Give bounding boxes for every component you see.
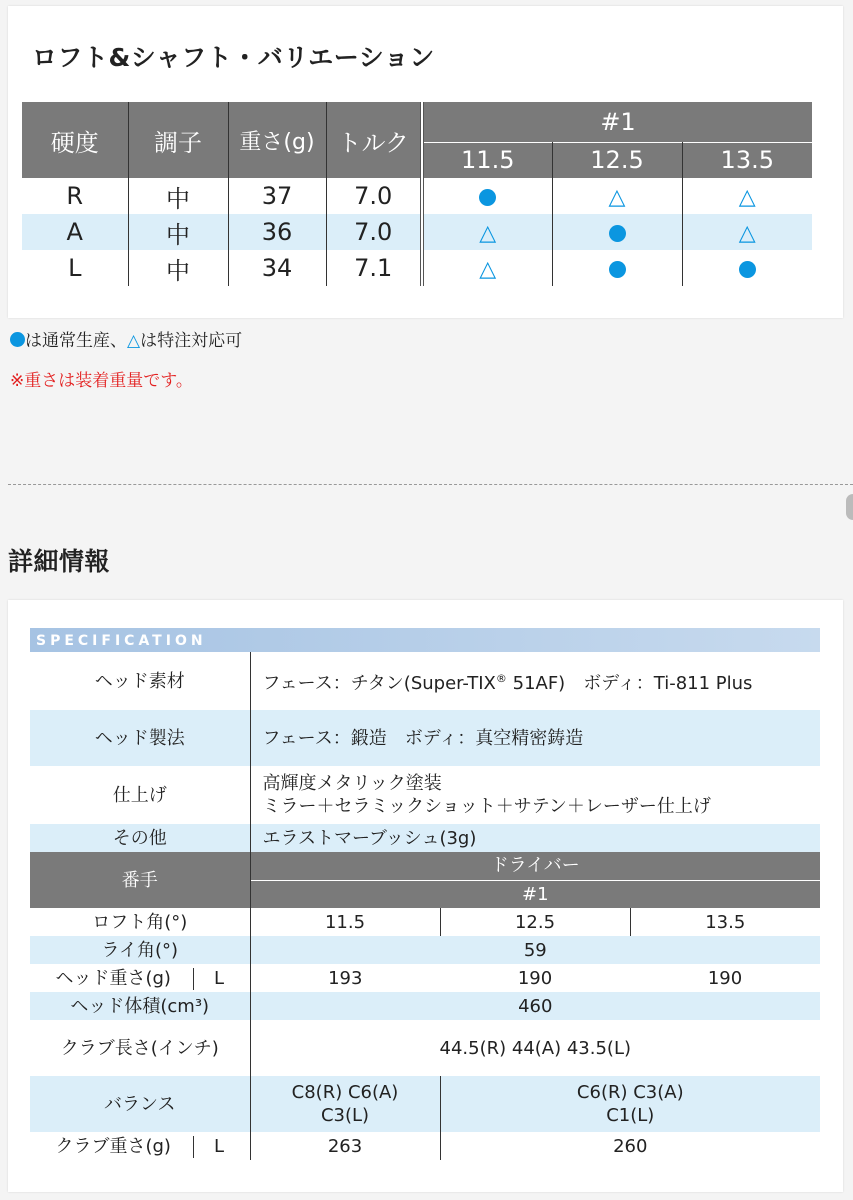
header-torque: トルク — [326, 102, 422, 178]
head-weight-label: ヘッド重さ(g) L — [30, 964, 250, 992]
row-weight: 34 — [228, 250, 326, 286]
loft-value: 12.5 — [440, 908, 630, 936]
lie-value: 59 — [250, 936, 820, 964]
spec-label: ロフト角(°) — [30, 908, 250, 936]
row-hardness: A — [22, 214, 128, 250]
row-torque: 7.0 — [326, 214, 422, 250]
head-weight-value: 190 — [707, 967, 743, 989]
row-torque: 7.1 — [354, 254, 393, 282]
table-row — [22, 214, 812, 250]
circle-icon — [609, 261, 626, 278]
availability-mark — [422, 250, 552, 286]
scroll-handle[interactable] — [846, 494, 853, 520]
header-weight: 重さ(g) — [228, 102, 326, 178]
club-weight-value: 263 — [250, 1132, 440, 1160]
loft-value: 11.5 — [250, 908, 440, 936]
availability-mark — [422, 178, 552, 214]
number-label: 番手 — [30, 852, 250, 908]
table-row — [22, 250, 812, 286]
header-loft-13-5: 13.5 — [682, 142, 812, 178]
length-value: 44.5(R) 44(A) 43.5(L) — [439, 1037, 632, 1059]
legend-note — [10, 326, 242, 351]
spec-label: 仕上げ — [30, 766, 250, 824]
availability-mark — [552, 250, 682, 286]
triangle-icon: △ — [608, 185, 626, 210]
loft-value: 13.5 — [705, 911, 746, 933]
availability-mark — [552, 178, 682, 214]
spec-table — [30, 652, 820, 1160]
section-divider — [8, 484, 853, 485]
triangle-icon: △ — [479, 257, 497, 282]
head-method-value: フェース：鍛造 ボディ：真空精密鋳造 — [250, 710, 820, 766]
club-weight-value: 260 — [613, 1135, 648, 1157]
circle-icon — [609, 225, 626, 242]
club-weight-label: クラブ重さ(g) L — [30, 1132, 250, 1160]
header-number: #1 — [422, 102, 812, 142]
circle-icon — [479, 189, 496, 206]
number-value: #1 — [250, 880, 820, 908]
triangle-icon: △ — [738, 185, 756, 210]
header-kick: 調子 — [128, 102, 228, 178]
availability-mark — [422, 214, 552, 250]
header-loft-12-5: 12.5 — [552, 142, 682, 178]
triangle-icon: △ — [479, 221, 497, 246]
spec-label: クラブ長さ(インチ) — [30, 1020, 250, 1076]
spec-label: ヘッド素材 — [30, 652, 250, 710]
loft-shaft-title: ロフト&シャフト・バリエーション — [32, 43, 435, 72]
availability-mark — [682, 178, 812, 214]
availability-mark — [552, 214, 682, 250]
driver-label: ドライバー — [250, 852, 820, 880]
head-weight-value: 193 — [328, 967, 363, 989]
table-row — [22, 178, 812, 214]
row-hardness: R — [22, 178, 128, 214]
spec-label: ヘッド製法 — [30, 710, 250, 766]
row-kick: 中 — [128, 250, 228, 286]
legend-dot-text: は通常生産、 — [25, 331, 127, 351]
volume-value: 460 — [250, 992, 820, 1020]
spec-label: ヘッド体積(cm³) — [30, 992, 250, 1020]
row-weight: 37 — [228, 178, 326, 214]
balance-value: C6(R) C3(A) C1(L) — [440, 1076, 820, 1132]
weight-note: ※重さは装着重量です。 — [10, 371, 193, 391]
head-weight-value: 190 — [517, 967, 553, 989]
finish-value: 高輝度メタリック塗装 ミラー＋セラミックショット＋サテン＋レーザー仕上げ — [262, 773, 711, 817]
triangle-icon: △ — [738, 221, 756, 246]
legend-tri-text: は特注対応可 — [140, 331, 243, 351]
head-material-value: フェース：チタン(Super-TIX® 51AF) ボディ：Ti-811 Plus — [262, 672, 753, 694]
circle-icon — [10, 332, 25, 347]
spec-label: その他 — [30, 824, 250, 852]
row-kick: 中 — [128, 214, 228, 250]
row-torque: 7.0 — [354, 182, 393, 210]
spec-header: SPECIFICATION — [30, 628, 820, 652]
row-weight: 36 — [228, 214, 326, 250]
row-kick: 中 — [128, 178, 228, 214]
availability-mark — [682, 214, 812, 250]
header-hardness: 硬度 — [22, 102, 128, 178]
loft-shaft-table — [22, 102, 812, 286]
details-title: 詳細情報 — [8, 547, 111, 576]
availability-mark — [682, 250, 812, 286]
spec-label: バランス — [30, 1076, 250, 1132]
header-loft-11-5: 11.5 — [422, 142, 552, 178]
spec-label: ライ角(°) — [30, 936, 250, 964]
row-hardness: L — [22, 250, 128, 286]
other-value: エラストマーブッシュ(3g) — [250, 824, 820, 852]
triangle-icon: △ — [127, 331, 141, 351]
balance-value: C8(R) C6(A) C3(L) — [250, 1076, 440, 1132]
circle-icon — [739, 261, 756, 278]
